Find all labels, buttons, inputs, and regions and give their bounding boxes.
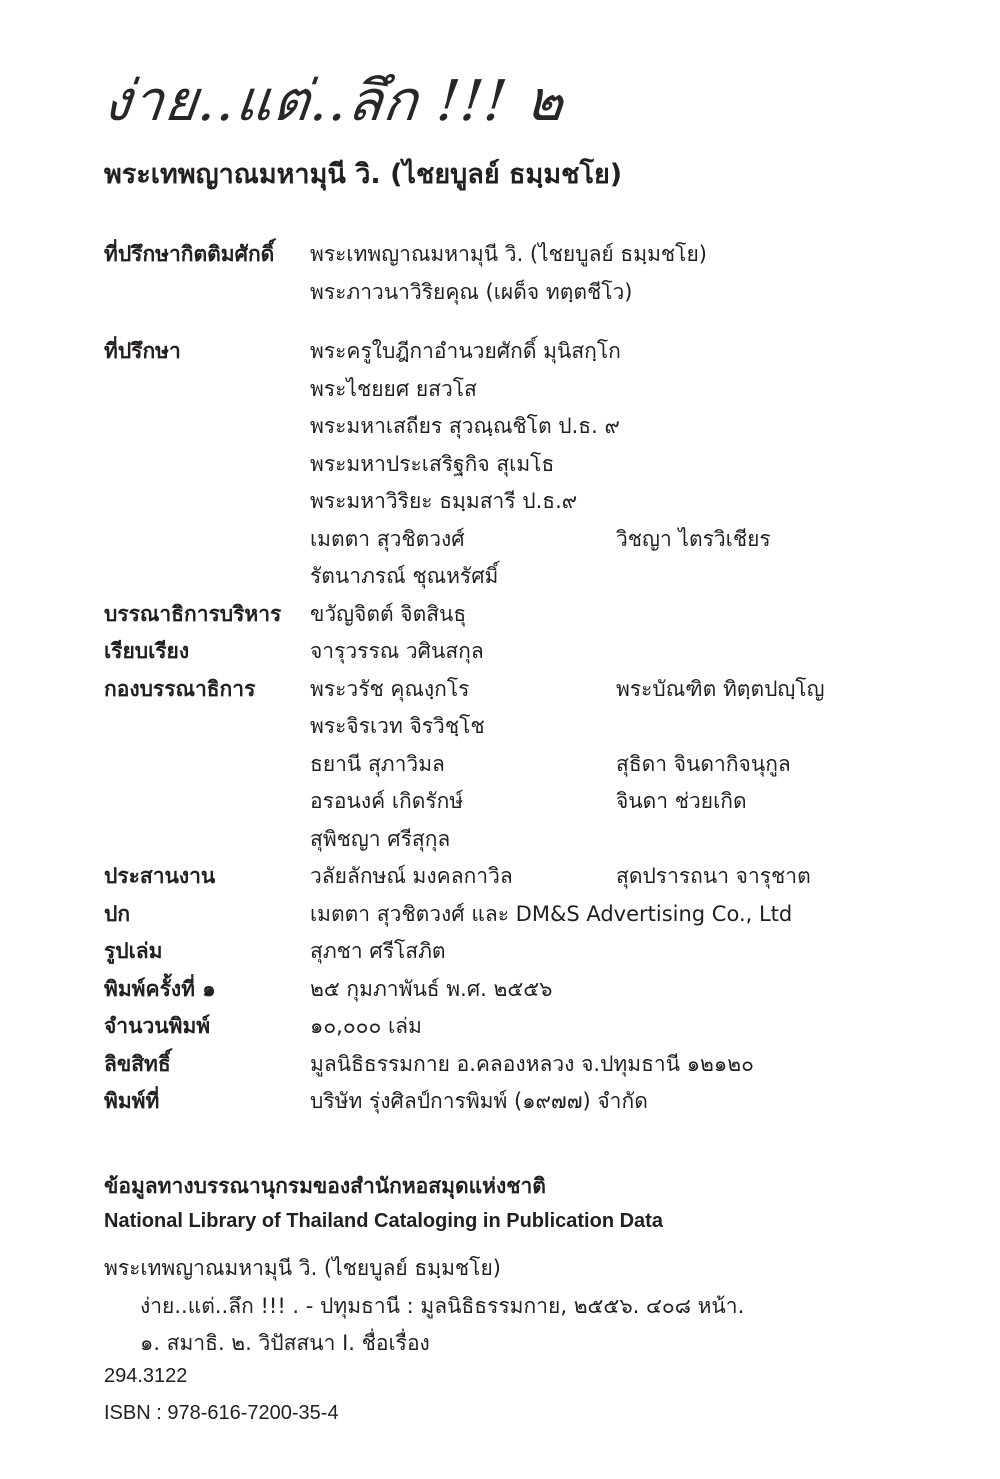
credit-name-secondary: สุธิดา จินดากิจนุกูล xyxy=(616,751,791,776)
cip-isbn: ISBN : 978-616-7200-35-4 xyxy=(104,1402,339,1424)
credit-row xyxy=(104,485,964,523)
credit-label: ที่ปรึกษากิตติมศักดิ์ xyxy=(104,242,275,266)
credit-name: จารุวรรณ วศินสกุล xyxy=(310,639,484,663)
credit-row xyxy=(104,598,964,636)
cip-subjects: ๑. สมาธิ. ๒. วิปัสสนา I. ชื่อเรื่อง xyxy=(140,1331,430,1355)
credit-row xyxy=(104,448,964,486)
credit-label: รูปเล่ม xyxy=(104,939,163,963)
credit-row xyxy=(104,373,964,411)
credit-row xyxy=(104,673,964,711)
credits-list xyxy=(104,238,964,1123)
credit-name: มูลนิธิธรรมกาย อ.คลองหลวง จ.ปทุมธานี ๑๒๑๒๐ xyxy=(310,1051,754,1076)
cip-heading-thai: ข้อมูลทางบรรณานุกรมของสำนักหอสมุดแห่งชาติ xyxy=(104,1174,546,1198)
credit-label: ปก xyxy=(104,901,131,926)
credit-label: จำนวนพิมพ์ xyxy=(104,1014,211,1038)
credit-row xyxy=(104,635,964,673)
credit-name: พระไชยยศ ยสวโส xyxy=(310,376,477,401)
credit-name: สุพิชญา ศรีสุกุล xyxy=(310,826,451,851)
credit-row xyxy=(104,823,964,861)
credit-row xyxy=(104,710,964,748)
credit-label: ที่ปรึกษา xyxy=(104,339,181,363)
author-heading: พระเทพญาณมหามุนี วิ. (ไชยบูลย์ ธมฺมชโย) xyxy=(104,159,623,190)
credit-name-secondary: วิชญา ไตรวิเชียร xyxy=(616,526,771,551)
credit-name: บริษัท รุ่งศิลป์การพิมพ์ (๑๙๗๗) จำกัด xyxy=(310,1089,648,1113)
credit-label: ลิขสิทธิ์ xyxy=(104,1051,171,1076)
credit-row xyxy=(104,973,964,1011)
credit-name-secondary: สุดปรารถนา จารุชาต xyxy=(616,864,811,888)
cip-heading-english: National Library of Thailand Cataloging in Publication Data xyxy=(104,1210,663,1232)
credit-name: อรอนงค์ เกิดรักษ์ xyxy=(310,789,464,813)
credit-row xyxy=(104,898,964,936)
credit-name: ขวัญจิตต์ จิตสินธุ xyxy=(310,601,467,626)
credit-row xyxy=(104,1048,964,1086)
credit-label: พิมพ์ครั้งที่ ๑ xyxy=(104,976,216,1001)
credit-name: ๒๕ กุมภาพันธ์ พ.ศ. ๒๕๕๖ xyxy=(310,976,553,1001)
credit-name: พระเทพญาณมหามุนี วิ. (ไชยบูลย์ ธมฺมชโย) xyxy=(310,242,707,266)
credit-row xyxy=(104,276,964,314)
credit-name: พระจิรเวท จิรวิชฺโช xyxy=(310,714,485,738)
credit-row xyxy=(104,335,964,373)
cip-entry: ง่าย..แต่..ลึก !!! . - ปทุมธานี : มูลนิธิธรรมกาย, ๒๕๕๖. ๔๐๘ หน้า. xyxy=(140,1293,745,1318)
credit-name-secondary: พระบัณฑิต ทิตฺตปญฺโญ xyxy=(616,676,825,701)
credit-name: สุภชา ศรีโสภิต xyxy=(310,939,446,963)
cataloging-data xyxy=(104,1170,964,1440)
credit-name: วลัยลักษณ์ มงคลกาวิล xyxy=(310,864,513,888)
credit-row xyxy=(104,560,964,598)
credit-row xyxy=(104,935,964,973)
credit-label: เรียบเรียง xyxy=(104,639,190,663)
credit-row xyxy=(104,410,964,448)
credit-name-secondary: จินดา ช่วยเกิด xyxy=(616,789,747,813)
credit-name: พระมหาวิริยะ ธมฺมสารี ป.ธ.๙ xyxy=(310,489,578,513)
cip-class-number: 294.3122 xyxy=(104,1364,188,1387)
credit-name: พระมหาเสถียร สุวณฺณชิโต ป.ธ. ๙ xyxy=(310,414,620,438)
credit-row xyxy=(104,1010,964,1048)
credit-name: พระครูใบฎีกาอำนวยศักดิ์ มุนิสกฺโก xyxy=(310,339,621,363)
credit-row xyxy=(104,860,964,898)
cip-author: พระเทพญาณมหามุนี วิ. (ไชยบูลย์ ธมฺมชโย) xyxy=(104,1256,501,1280)
credit-label: บรรณาธิการบริหาร xyxy=(104,601,282,626)
credit-name: พระมหาประเสริฐกิจ สุเมโธ xyxy=(310,451,555,476)
credit-name: พระวรัช คุณงฺกโร xyxy=(310,676,470,701)
credit-row xyxy=(104,785,964,823)
credit-label: กองบรรณาธิการ xyxy=(104,676,256,701)
credit-row xyxy=(104,748,964,786)
handwritten-title: ง่าย..แต่..ลึก !!! ๒ xyxy=(100,69,568,134)
credit-name: เมตตา สุวชิตวงศ์ และ DM&S Advertising Co., Ltd xyxy=(310,901,793,926)
credit-name: ธยานี สุภาวิมล xyxy=(310,751,445,776)
credit-row xyxy=(104,523,964,561)
credit-name: เมตตา สุวชิตวงศ์ xyxy=(310,526,465,551)
credit-name: ๑๐,๐๐๐ เล่ม xyxy=(310,1014,422,1038)
credit-row xyxy=(104,238,964,276)
credit-label: ประสานงาน xyxy=(104,864,216,888)
credit-name: รัตนาภรณ์ ชุณหรัศมิ์ xyxy=(310,564,499,588)
credit-name: พระภาวนาวิริยคุณ (เผด็จ ทตฺตชีโว) xyxy=(310,279,633,304)
credit-label: พิมพ์ที่ xyxy=(104,1089,160,1113)
credit-row xyxy=(104,1085,964,1123)
